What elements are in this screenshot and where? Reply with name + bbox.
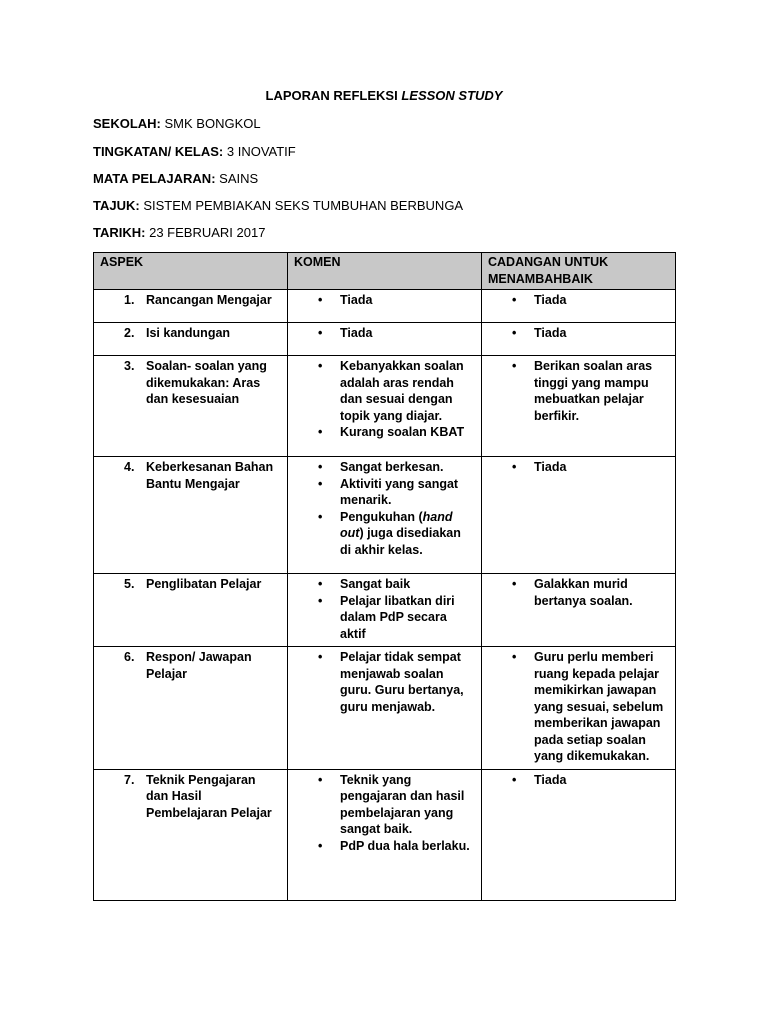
komen-cell [288,356,482,457]
table-row [94,323,676,356]
komen-item: • Teknik yang pengajaran dan hasil pembelajaran yang sangat baik. [294,772,475,838]
row-number: 1. [124,293,135,307]
komen-item: • Kurang soalan KBAT [294,424,475,441]
aspek-cell [94,323,288,356]
komen-item: • Pelajar tidak sempat menjawab soalan guru. Guru bertanya, guru menjawab. [294,649,475,715]
italic-term: hand out [340,509,453,540]
komen-cell [288,457,482,574]
row-number: 6. [124,650,135,664]
komen-item: • Aktiviti yang sangat menarik. [294,476,475,509]
row-number: 7. [124,772,135,787]
cadangan-item: • Tiada [488,325,669,342]
aspek-text: Teknik Pengajaran dan Hasil Pembelajaran Pelajar [146,772,272,820]
aspek-cell [94,457,288,574]
komen-item: • Tiada [294,325,475,342]
komen-cell [288,574,482,647]
komen-item: • Tiada [294,292,475,309]
komen-cell [288,290,482,323]
aspek-text: Soalan- soalan yang dikemukakan: Aras dan kesesuaian [146,359,267,406]
cadangan-item: • Galakkan murid bertanya soalan. [488,576,669,609]
aspek-cell [94,647,288,770]
cadangan-cell [482,290,676,323]
cadangan-item: • Guru perlu memberi ruang kepada pelajar memikirkan jawapan yang sesuai, sebelum memberikan jawapan pada setiap soalan yang dikemukakan. [488,649,669,765]
cadangan-item: • Tiada [488,459,669,476]
row-number: 2. [124,326,135,340]
table-row [94,647,676,770]
komen-item: • Sangat berkesan. [294,459,475,476]
komen-cell [288,769,482,900]
meta-mata-pelajaran: MATA PELAJARAN: SAINS [93,171,259,186]
table-row [94,356,676,457]
aspek-cell [94,290,288,323]
aspek-cell [94,769,288,900]
aspek-text: Respon/ Jawapan Pelajar [146,650,252,681]
meta-tingkatan: TINGKATAN/ KELAS: 3 INOVATIF [93,144,296,159]
komen-item: • Pelajar libatkan diri dalam PdP secara aktif [294,593,475,643]
header-aspek: ASPEK [94,253,288,290]
aspek-text: Keberkesanan Bahan Bantu Mengajar [146,460,274,491]
aspek-text: Penglibatan Pelajar [146,577,262,591]
document-title [0,88,768,103]
cadangan-cell [482,356,676,457]
komen-cell [288,647,482,770]
aspek-cell [94,574,288,647]
row-number: 4. [124,460,135,474]
reflection-table [93,252,676,901]
cadangan-item: • Tiada [488,292,669,309]
table-row [94,457,676,574]
table-row [94,574,676,647]
komen-item: • Pengukuhan (hand out) juga disediakan di akhir kelas. [294,509,475,559]
aspek-text: Isi kandungan [146,326,231,340]
row-number: 3. [124,359,135,373]
komen-cell [288,323,482,356]
cadangan-cell [482,769,676,900]
aspek-text: Rancangan Mengajar [146,293,272,307]
cadangan-item: • Berikan soalan aras tinggi yang mampu mebuatkan pelajar berfikir. [488,358,669,424]
meta-sekolah: SEKOLAH: SMK BONGKOL [93,116,261,131]
cadangan-cell [482,574,676,647]
cadangan-cell [482,647,676,770]
komen-item: • PdP dua hala berlaku. [294,838,475,855]
meta-tajuk: TAJUK: SISTEM PEMBIAKAN SEKS TUMBUHAN BERBUNGA [93,198,464,213]
header-komen: KOMEN [288,253,482,290]
komen-item: • Sangat baik [294,576,475,593]
title-italic: LESSON STUDY [401,88,503,103]
header-cadangan: CADANGAN UNTUK MENAMBAHBAIK [482,253,676,290]
table-row [94,769,676,900]
aspek-cell [94,356,288,457]
komen-item: • Kebanyakkan soalan adalah aras rendah dan sesuai dengan topik yang diajar. [294,358,475,424]
meta-tarikh: TARIKH: 23 FEBRUARI 2017 [93,225,266,240]
cadangan-cell [482,457,676,574]
cadangan-cell [482,323,676,356]
cadangan-item: • Tiada [488,772,669,789]
title-main: LAPORAN REFLEKSI [265,88,398,103]
table-row [94,290,676,323]
row-number: 5. [124,577,135,591]
